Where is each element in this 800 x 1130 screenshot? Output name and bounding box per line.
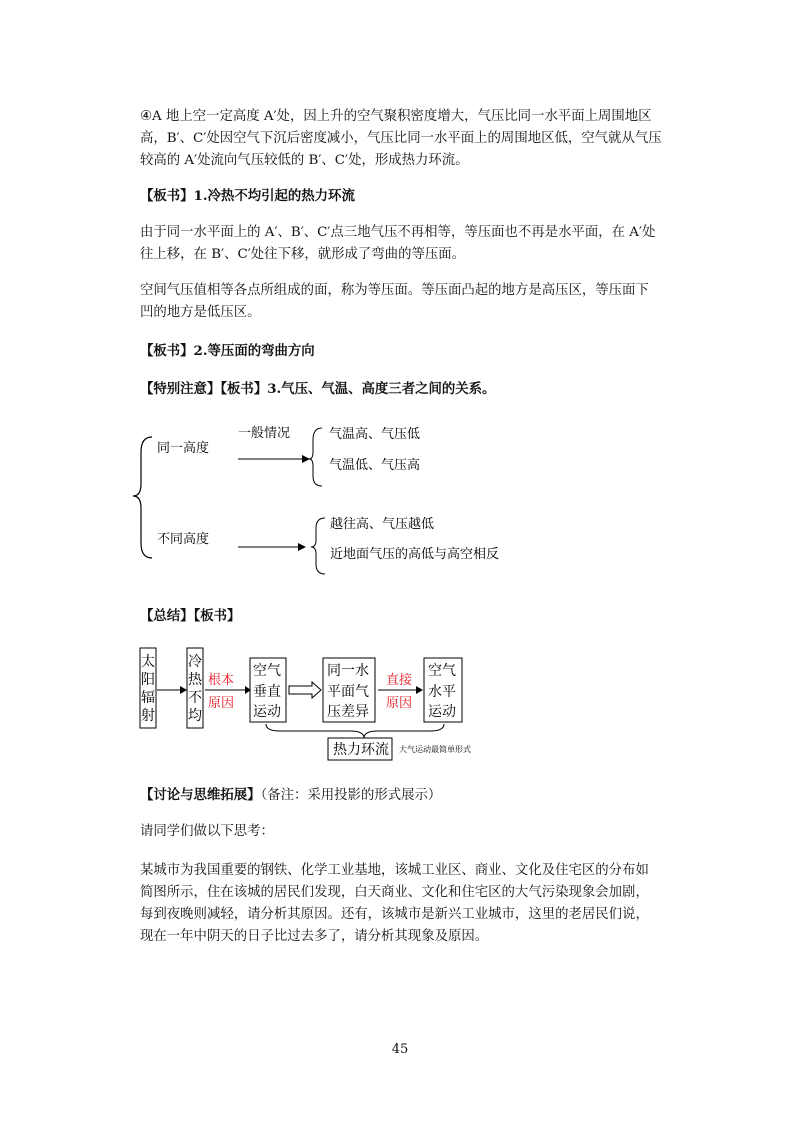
- paragraph-city-case: 某城市为我国重要的钢铁、化学工业基地，该城工业区、商业、文化及住宅区的分布如简图所示，住在该城的居民们发现，白天商业、文化和住宅区的大气污染现象会加剧，每到夜晚则减轻，请分析其原因。还有，该城市是新兴工业城市，这里的老居民们说，现在一年中阴天的日子比过去多了，请分析其现象及原因。: [140, 863, 649, 944]
- heading-board-1: 【板书】1.冷热不均引起的热力环流: [140, 188, 355, 204]
- label-general-case: 一般情况: [238, 426, 291, 441]
- box4-line: 压差异: [327, 704, 369, 720]
- box2-char: 热: [188, 672, 202, 688]
- label-temp-low: 气温低、气压高: [329, 458, 421, 473]
- label-diff-height: 不同高度: [157, 532, 210, 547]
- box5-line: 空气: [428, 663, 456, 679]
- box2-char: 均: [188, 708, 202, 724]
- label-near-ground: 近地面气压的高低与高空相反: [330, 547, 500, 562]
- label-direct-cause: 直接: [386, 673, 413, 688]
- label-simplest-form: 大气运动最简单形式: [399, 745, 471, 754]
- box3-line: 垂直: [253, 684, 281, 700]
- box1-char: 太: [141, 654, 155, 670]
- box5-line: 水平: [428, 684, 456, 700]
- heading-discussion: [140, 784, 662, 807]
- heading-discussion-title: 【讨论与思维拓展】: [140, 787, 261, 803]
- label-higher: 越往高、气压越低: [330, 517, 435, 532]
- flow-arrow-1-head: [180, 686, 187, 694]
- label-same-height: 同一高度: [157, 441, 210, 456]
- box2-char: 不: [188, 690, 202, 706]
- paragraph-isobaric-definition: 空间气压值相等各点所组成的面，称为等压面。等压面凸起的地方是高压区，等压面下凹的地方是低压区。: [140, 283, 649, 320]
- label-direct-cause: 原因: [386, 696, 413, 711]
- box3-line: 运动: [253, 704, 281, 720]
- box3-line: 空气: [253, 663, 281, 679]
- heading-summary: 【总结】【板书】: [140, 608, 241, 624]
- label-root-cause: 根本: [208, 673, 235, 688]
- heading-discussion-note: （备注：采用投影的形式展示）: [260, 788, 442, 803]
- hollow-arrow: [289, 682, 321, 698]
- box1-char: 辐: [141, 690, 155, 706]
- paragraph-isobaric-bend: 由于同一水平面上的 A′、B′、C′点三地气压不再相等，等压面也不再是水平面，在 A′处往上移，在 B′、C′处往下移，就形成了弯曲的等压面。: [140, 225, 656, 262]
- heading-board-2: 【板书】2.等压面的弯曲方向: [140, 343, 315, 359]
- box4-line: 平面气: [327, 684, 369, 700]
- heading-board-3: 【特别注意】【板书】3.气压、气温、高度三者之间的关系。: [140, 381, 496, 397]
- paragraph-thermal-circulation: ④A 地上空一定高度 A′处，因上升的空气聚积密度增大，气压比同一水平面上周围地区高，B′、C′处因空气下沉后密度减小，气压比同一水平面上的周围地区低，空气就从气压较高的 A′处流向气压较低的 B′、C′处，形成热力环流。: [140, 109, 662, 168]
- flow-arrow-3-head: [416, 686, 423, 694]
- paragraph-think: 请同学们做以下思考：: [140, 824, 274, 839]
- page-number: 45: [391, 1042, 409, 1057]
- bottom-brace: [266, 724, 444, 738]
- box1-char: 阳: [141, 672, 155, 688]
- box2-char: 冷: [188, 654, 202, 670]
- label-thermal-circulation: 热力环流: [333, 742, 389, 758]
- label-root-cause: 原因: [208, 696, 235, 711]
- label-temp-high: 气温高、气压低: [329, 427, 421, 442]
- box4-line: 同一水: [327, 663, 369, 679]
- box1-char: 射: [141, 708, 155, 724]
- box5-line: 运动: [428, 704, 456, 720]
